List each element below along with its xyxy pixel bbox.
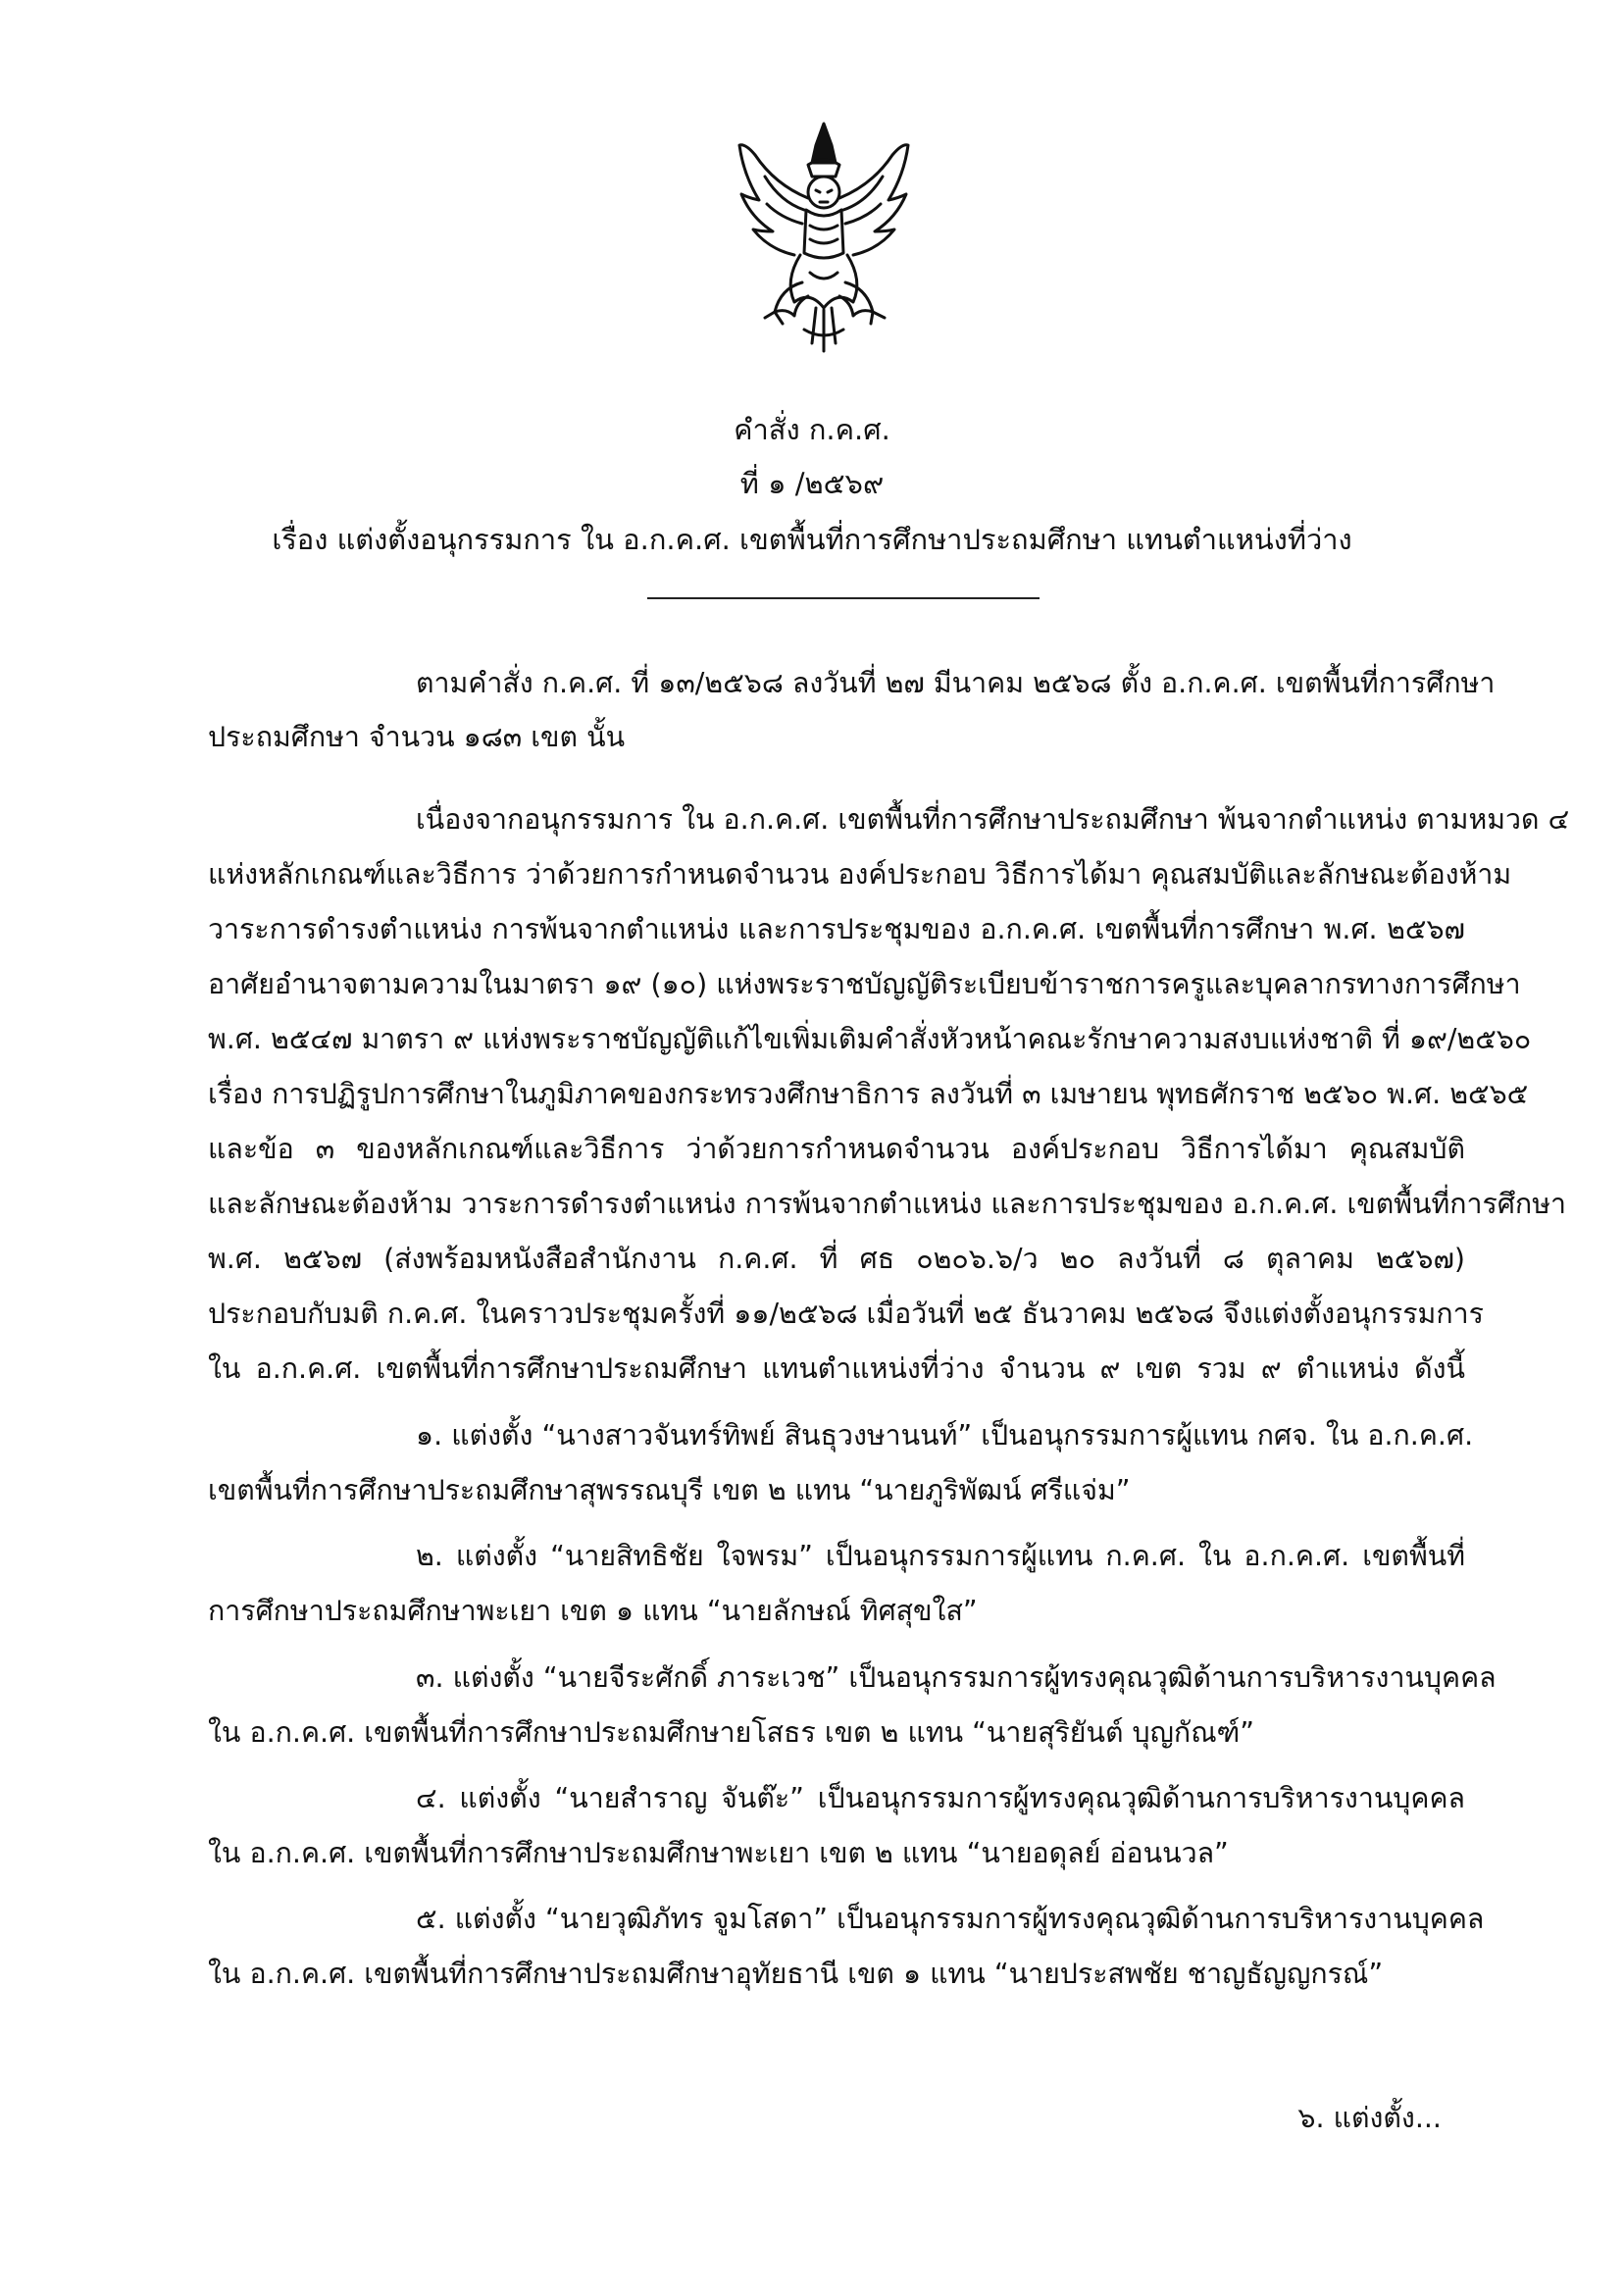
body-line-12: ประกอบกับมติ ก.ค.ศ. ในคราวประชุมครั้งที่ ๑๑/๒๕๖๘ เมื่อวันที่ ๒๕ ธันวาคม ๒๕๖๘ จึงแต่งตั้งอนุกรรมการ — [208, 1298, 1484, 1330]
continuation-marker: ๖. แต่งตั้ง... — [1297, 2102, 1442, 2134]
body-line-9: และข้อ ๓ ของหลักเกณฑ์และวิธีการ ว่าด้วยการกำหนดจำนวน องค์ประกอบ วิธีการได้มา คุณสมบัติ — [208, 1133, 1465, 1165]
body-line-11: พ.ศ. ๒๕๖๗ (ส่งพร้อมหนังสือสำนักงาน ก.ค.ศ. ที่ ศธ ๐๒๐๖.๖/ว ๒๐ ลงวันที่ ๘ ตุลาคม ๒๕๖๗) — [208, 1243, 1465, 1275]
item-2-line-1: ๒. แต่งตั้ง “นายสิทธิชัย ใจพรม” เป็นอนุกรรมการผู้แทน ก.ค.ศ. ใน อ.ก.ค.ศ. เขตพื้นที่ — [416, 1540, 1465, 1572]
body-line-8: เรื่อง การปฏิรูปการศึกษาในภูมิภาคของกระทรวงศึกษาธิการ ลงวันที่ ๓ เมษายน พุทธศักราช ๒๕๖๐ พ.ศ. ๒๕๖๕ — [208, 1078, 1529, 1110]
item-5-line-1: ๕. แต่งตั้ง “นายวุฒิภัทร จูมโสดา” เป็นอนุกรรมการผู้ทรงคุณวุฒิด้านการบริหารงานบุคคล — [416, 1903, 1485, 1935]
order-number: ที่ ๑ /๒๕๖๙ — [739, 467, 885, 500]
item-5-line-2: ใน อ.ก.ค.ศ. เขตพื้นที่การศึกษาประถมศึกษาอุทัยธานี เขต ๑ แทน “นายประสพชัย ชาญธัญญกรณ์” — [208, 1958, 1384, 1990]
item-1-line-1: ๑. แต่งตั้ง “นางสาวจันทร์ทิพย์ สินธุวงษานนท์” เป็นอนุกรรมการผู้แทน กศจ. ใน อ.ก.ค.ศ. — [416, 1419, 1474, 1452]
body-line-6: อาศัยอำนาจตามความในมาตรา ๑๙ (๑๐) แห่งพระราชบัญญัติระเบียบข้าราชการครูและบุคลากรทางการศึกษา — [208, 968, 1521, 1000]
body-line-3: เนื่องจากอนุกรรมการ ใน อ.ก.ค.ศ. เขตพื้นที่การศึกษาประถมศึกษา พ้นจากตำแหน่ง ตามหมวด ๔ — [416, 803, 1570, 836]
body-line-1: ตามคำสั่ง ก.ค.ศ. ที่ ๑๓/๒๕๖๘ ลงวันที่ ๒๗ มีนาคม ๒๕๖๘ ตั้ง อ.ก.ค.ศ. เขตพื้นที่การศึกษา — [416, 667, 1496, 699]
body-line-7: พ.ศ. ๒๕๔๗ มาตรา ๙ แห่งพระราชบัญญัติแก้ไขเพิ่มเติมคำสั่งหัวหน้าคณะรักษาความสงบแห่งชาติ ที่ ๑๙/๒๕๖๐ — [208, 1023, 1532, 1055]
item-4-line-1: ๔. แต่งตั้ง “นายสำราญ จันต๊ะ” เป็นอนุกรรมการผู้ทรงคุณวุฒิด้านการบริหารงานบุคคล — [416, 1782, 1465, 1814]
garuda-emblem — [726, 116, 922, 361]
item-3-line-1: ๓. แต่งตั้ง “นายจีระศักดิ์ ภาระเวช” เป็นอนุกรรมการผู้ทรงคุณวุฒิด้านการบริหารงานบุคคล — [416, 1661, 1497, 1694]
body-line-13: ใน อ.ก.ค.ศ. เขตพื้นที่การศึกษาประถมศึกษา แทนตำแหน่งที่ว่าง จำนวน ๙ เขต รวม ๙ ตำแหน่ง ดังนี้ — [208, 1352, 1465, 1385]
item-3-line-2: ใน อ.ก.ค.ศ. เขตพื้นที่การศึกษาประถมศึกษายโสธร เขต ๒ แทน “นายสุริยันต์ บุญกัณฑ์” — [208, 1716, 1255, 1749]
title-divider — [647, 597, 1040, 599]
order-title: คำสั่ง ก.ค.ศ. — [734, 413, 890, 446]
order-subject: เรื่อง แต่งตั้งอนุกรรมการ ใน อ.ก.ค.ศ. เขตพื้นที่การศึกษาประถมศึกษา แทนตำแหน่งที่ว่าง — [272, 523, 1352, 556]
body-line-4: แห่งหลักเกณฑ์และวิธีการ ว่าด้วยการกำหนดจำนวน องค์ประกอบ วิธีการได้มา คุณสมบัติและลักษณะต้องห้าม — [208, 858, 1512, 891]
body-line-5: วาระการดำรงตำแหน่ง การพ้นจากตำแหน่ง และการประชุมของ อ.ก.ค.ศ. เขตพื้นที่การศึกษา พ.ศ. ๒๕๖๗ — [208, 913, 1465, 945]
body-line-2: ประถมศึกษา จำนวน ๑๘๓ เขต นั้น — [208, 721, 626, 753]
item-4-line-2: ใน อ.ก.ค.ศ. เขตพื้นที่การศึกษาประถมศึกษาพะเยา เขต ๒ แทน “นายอดุลย์ อ่อนนวล” — [208, 1837, 1229, 1869]
body-line-10: และลักษณะต้องห้าม วาระการดำรงตำแหน่ง การพ้นจากตำแหน่ง และการประชุมของ อ.ก.ค.ศ. เขตพื้นที่การศึกษา — [208, 1188, 1566, 1220]
item-1-line-2: เขตพื้นที่การศึกษาประถมศึกษาสุพรรณบุรี เขต ๒ แทน “นายภูริพัฒน์ ศรีแจ่ม” — [208, 1474, 1131, 1506]
item-2-line-2: การศึกษาประถมศึกษาพะเยา เขต ๑ แทน “นายลักษณ์ ทิศสุขใส” — [208, 1595, 978, 1627]
